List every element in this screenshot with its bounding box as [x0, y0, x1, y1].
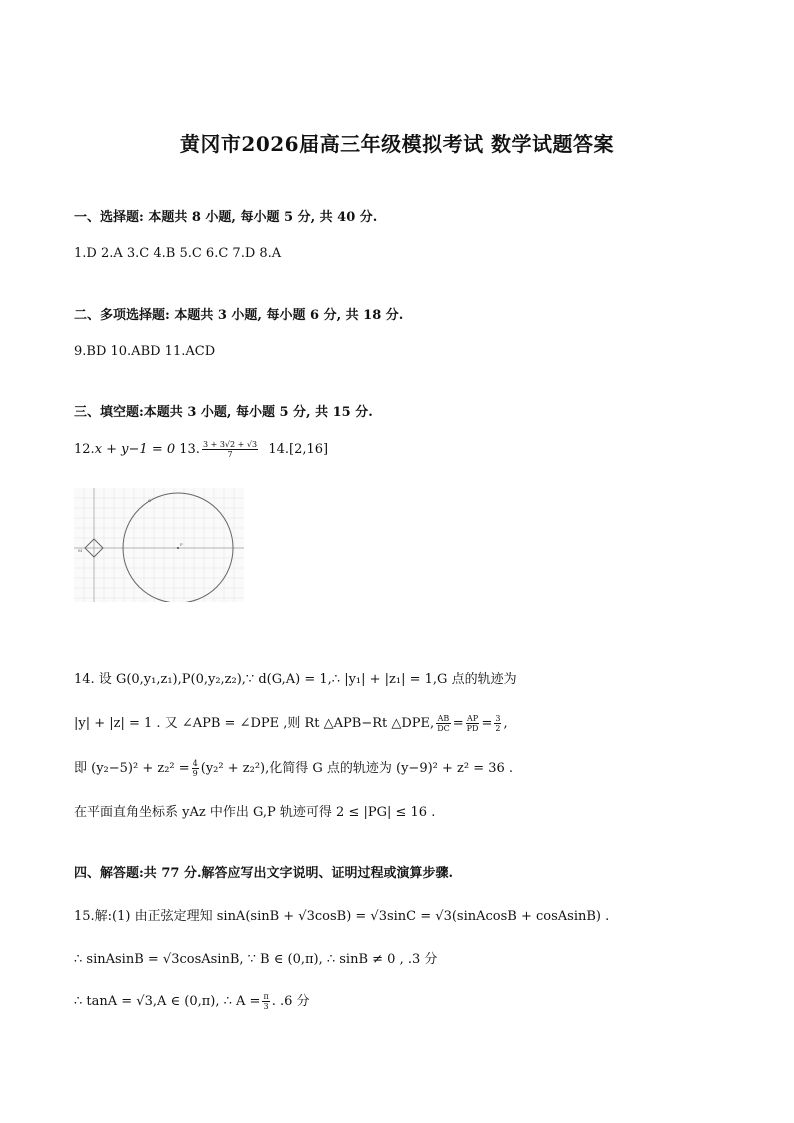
q13-numerator: 3 + 3√2 + √3 — [202, 440, 258, 449]
fraction-3-2 — [494, 714, 501, 733]
solution14-line1: 14. 设 G(0,y₁,z₁),P(0,y₂,z₂),∵ d(G,A) = 1,∴ |y₁| + |z₁| = 1,G 点的轨迹为 — [74, 672, 517, 687]
fraction-ap-pd — [466, 714, 480, 733]
frac-den: 9 — [192, 769, 198, 778]
solution15-line2: ∴ sinAsinB = √3cosAsinB, ∵ B ∈ (0,π), ∴ sinB ≠ 0 , .3 分 — [74, 952, 438, 967]
q12-expression: x + y−1 = 0 — [94, 442, 176, 457]
comma: , — [503, 716, 508, 731]
frac-num: π — [263, 992, 269, 1001]
q14-answer: 14.[2,16] — [268, 442, 329, 457]
section2-answers: 9.BD 10.ABD 11.ACD — [74, 344, 216, 359]
equals-sign: = — [481, 716, 493, 731]
q13-fraction — [202, 440, 258, 459]
solution14-line2-text: |y| + |z| = 1 . 又 ∠APB = ∠DPE ,则 Rt △APB−Rt △DPE, — [74, 716, 435, 731]
fraction-ab-dc — [436, 714, 451, 733]
solution15-line3-end: . .6 分 — [271, 994, 310, 1009]
frac-den: 2 — [495, 724, 501, 733]
frac-den: DC — [437, 724, 450, 733]
graph-label-a: M — [78, 548, 83, 553]
frac-num: 4 — [192, 759, 198, 768]
frac-num: AP — [466, 714, 479, 723]
locus-graph — [74, 488, 244, 602]
frac-den: PD — [466, 724, 479, 733]
frac-den: 3 — [263, 1002, 269, 1011]
solution15-line1: 15.解:(1) 由正弦定理知 sinA(sinB + √3cosB) = √3sinC = √3(sinAcosB + cosAsinB) . — [74, 909, 610, 924]
graph-label-c: P — [180, 542, 183, 547]
frac-num: 3 — [495, 714, 501, 723]
solution14-line2 — [74, 712, 508, 733]
solution15-line3-start: ∴ tanA = √3,A ∈ (0,π), ∴ A = — [74, 994, 261, 1009]
fraction-pi-3 — [262, 992, 269, 1011]
section1-answers: 1.D 2.A 3.C 4.B 5.C 6.C 7.D 8.A — [74, 246, 282, 261]
solution14-line3 — [74, 757, 513, 778]
section3-answers — [74, 440, 328, 459]
q13-denominator: 7 — [227, 450, 233, 459]
frac-num: AB — [437, 714, 450, 723]
solution15-line3 — [74, 990, 310, 1011]
section3-heading: 三、填空题:本题共 3 小题, 每小题 5 分, 共 15 分. — [74, 405, 373, 420]
page-title: 黄冈市2026届高三年级模拟考试 数学试题答案 — [179, 132, 615, 156]
circle-center-point — [177, 547, 179, 549]
solution14-line3-end: (y₂² + z₂²),化简得 G 点的轨迹为 (y−9)² + z² = 36 . — [200, 761, 514, 776]
solution14-line3-start: 即 (y₂−5)² + z₂² = — [74, 761, 190, 776]
q13-number: 13. — [179, 442, 200, 457]
section1-heading: 一、选择题: 本题共 8 小题, 每小题 5 分, 共 40 分. — [74, 210, 378, 225]
q12-number: 12. — [74, 442, 95, 457]
graph-label-b: O — [148, 498, 152, 503]
solution14-line4: 在平面直角坐标系 yAz 中作出 G,P 轨迹可得 2 ≤ |PG| ≤ 16 . — [74, 805, 436, 820]
equals-sign: = — [452, 716, 464, 731]
fraction-4-9 — [192, 759, 199, 778]
section2-heading: 二、多项选择题: 本题共 3 小题, 每小题 6 分, 共 18 分. — [74, 308, 404, 323]
section4-heading: 四、解答题:共 77 分.解答应写出文字说明、证明过程或演算步骤. — [74, 866, 453, 881]
